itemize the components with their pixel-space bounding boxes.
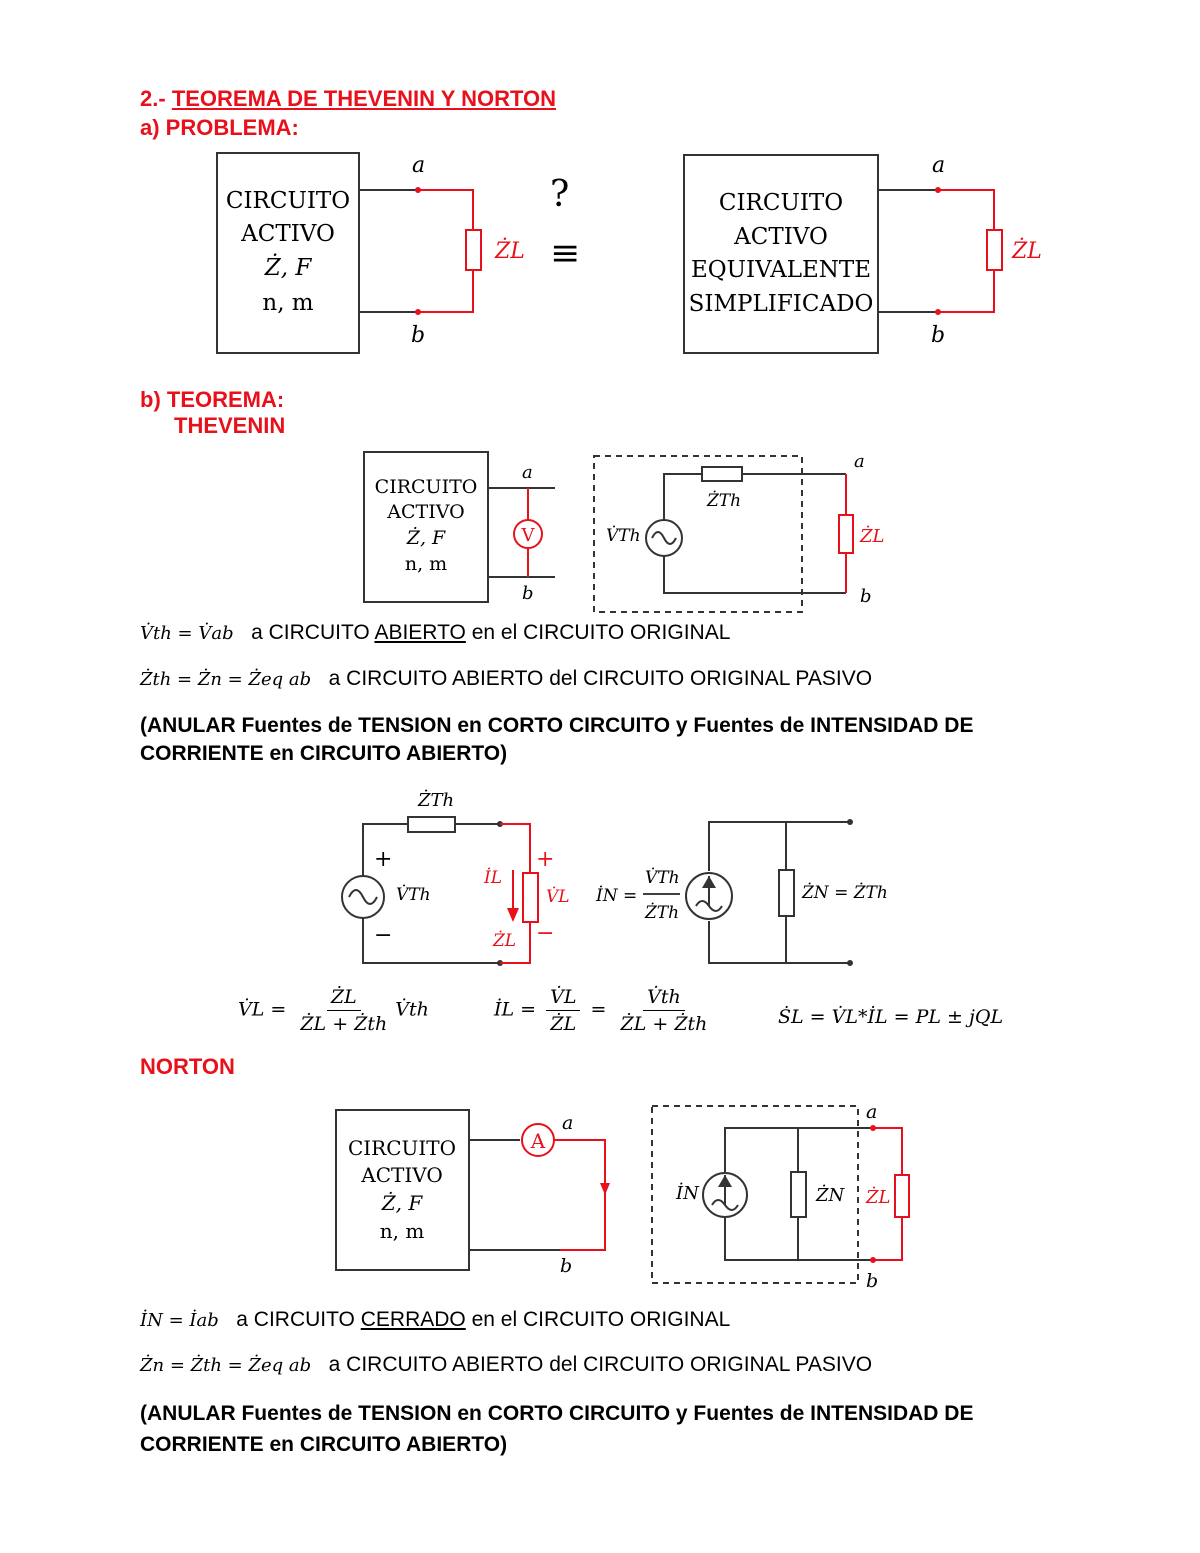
ammeter-label: A <box>530 1129 546 1153</box>
il-numerator-1: V̇L <box>546 986 580 1011</box>
norton-box-line-1: CIRCUITO <box>347 1136 457 1160</box>
thevenin-heading: THEVENIN <box>174 413 286 438</box>
problem-diagram <box>200 140 1080 370</box>
norton-load-resistor <box>895 1175 909 1217</box>
norton-eq2-formula: Żn = Żth = Żeq ab <box>140 1355 312 1376</box>
norton-box-line-2: ACTIVO <box>361 1163 443 1187</box>
eq-current-arrow <box>507 908 519 922</box>
il-denominator-2: ŻL + Żth <box>620 1013 708 1035</box>
active-circuit-box <box>217 153 359 353</box>
equivalents-diagram <box>330 780 900 975</box>
sl-formula: ṠL = V̇L*İL = PL ± jQL <box>778 1006 1004 1028</box>
note-2: (ANULAR Fuentes de TENSION en CORTO CIRCUITO y Fuentes de INTENSIDAD DE CORRIENTE en CIRCUITO ABIERTO) <box>140 1402 974 1456</box>
eq-source-minus: − <box>374 923 393 948</box>
thevenin-diagram <box>350 445 910 620</box>
norton-in-label: İN <box>676 1183 699 1204</box>
terminal-b-label: b <box>411 323 426 348</box>
norton-active-box <box>336 1110 469 1270</box>
norton-eq2 <box>140 1353 872 1377</box>
box-right-line-4: SIMPLIFICADO <box>688 291 874 317</box>
thevenin-eq2 <box>140 667 872 691</box>
theorem-heading: b) TEOREMA: <box>140 387 285 412</box>
eq-load-plus: + <box>536 847 555 872</box>
thevenin-eq1-text-before: a CIRCUITO <box>251 621 375 644</box>
il-denominator-1: ŻL <box>550 1013 577 1035</box>
box-right-line-2: ACTIVO <box>734 224 828 250</box>
eq-zn-label: ŻN = ŻTh <box>802 883 888 903</box>
thevenin-eq1-formula: V̇th = V̇ab <box>140 623 234 644</box>
vth-label: V̇Th <box>606 526 641 546</box>
norton-box-line-4: n, m <box>379 1219 425 1243</box>
vl-tail: V̇th <box>395 998 429 1021</box>
vl-denominator: ŻL + Żth <box>300 1013 388 1035</box>
thevenin-load-resistor <box>839 515 853 553</box>
eq-vl-label: V̇L <box>546 887 570 907</box>
in-numerator: V̇Th <box>645 868 680 888</box>
norton-load-label: ŻL <box>866 1187 891 1208</box>
vl-lhs: V̇L = <box>238 998 287 1021</box>
thevenin-terminal-a: a <box>522 462 533 483</box>
norton-eq1-formula: İN = İab <box>140 1310 219 1331</box>
box-left-line-2: ACTIVO <box>241 221 335 247</box>
thevenin-eq-terminal-a: a <box>854 451 865 472</box>
thevenin-load-label: ŻL <box>860 526 885 547</box>
eq-load-minus: − <box>536 921 555 946</box>
norton-eq1 <box>140 1308 730 1332</box>
box-left-line-4: n, m <box>262 290 314 316</box>
note-1: (ANULAR Fuentes de TENSION en CORTO CIRCUITO y Fuentes de INTENSIDAD DE CORRIENTE en CIRCUITO ABIERTO) <box>140 714 974 765</box>
norton-heading: NORTON <box>140 1054 235 1079</box>
norton-diagram <box>320 1095 920 1295</box>
thevenin-box-line-1: CIRCUITO <box>374 476 478 498</box>
il-eq: = <box>590 998 607 1021</box>
eq-zl-label: ŻL <box>493 931 517 951</box>
equivalent-circuit-box <box>684 155 878 353</box>
load-resistor-right <box>987 230 1002 270</box>
section-title <box>140 86 556 112</box>
eq-zth-label: ŻTh <box>418 790 455 811</box>
norton-terminal-a: a <box>562 1112 574 1134</box>
load-resistor <box>466 230 481 270</box>
vl-fraction <box>296 986 391 1035</box>
il-fraction-1 <box>546 986 580 1035</box>
norton-terminal-b: b <box>560 1255 573 1277</box>
eq-il-label: İL <box>484 868 503 888</box>
in-lhs: İN = <box>596 886 638 906</box>
eq-zn-resistor <box>779 870 794 916</box>
thevenin-eq-terminal-b: b <box>860 586 872 607</box>
il-formula <box>494 986 715 1035</box>
vl-numerator: ŻL <box>327 986 361 1011</box>
thevenin-eq2-text: a CIRCUITO ABIERTO del CIRCUITO ORIGINAL PASIVO <box>328 667 873 690</box>
norton-zn-resistor <box>791 1172 806 1217</box>
thevenin-eq1-underlined: ABIERTO <box>374 621 466 644</box>
box-right-line-1: CIRCUITO <box>718 190 844 216</box>
il-fraction-2 <box>617 986 712 1035</box>
voltmeter-label: V <box>521 525 535 546</box>
section-number: 2.- <box>140 86 166 111</box>
equivalent-sign: ≡ <box>550 233 581 274</box>
in-denominator: ŻTh <box>645 903 680 923</box>
load-label: ŻL <box>495 239 525 264</box>
eq-source-plus: + <box>374 847 393 872</box>
eq-load-resistor <box>523 873 538 922</box>
question-mark: ? <box>550 174 570 215</box>
norton-box-line-3: Ż, F <box>381 1191 423 1215</box>
norton-eq-terminal-a: a <box>866 1101 878 1123</box>
terminal-b-label-right: b <box>931 323 946 348</box>
terminal-a-label: a <box>412 153 426 178</box>
thevenin-eq2-formula: Żth = Żn = Żeq ab <box>140 669 312 690</box>
box-left-line-3: Ż, F <box>264 255 312 281</box>
thevenin-terminal-b: b <box>522 583 534 604</box>
thevenin-box-line-2: ACTIVO <box>387 501 465 523</box>
vl-formula <box>238 986 429 1035</box>
norton-eq1-text-after: en el CIRCUITO ORIGINAL <box>465 1308 731 1331</box>
box-left-line-1: CIRCUITO <box>225 188 351 214</box>
thevenin-box-line-3: Ż, F <box>406 527 446 549</box>
zth-label: ŻTh <box>707 491 742 511</box>
norton-eq1-text-before: a CIRCUITO <box>236 1308 361 1331</box>
thevenin-eq1 <box>140 621 730 645</box>
section-title-text: TEOREMA DE THEVENIN Y NORTON <box>171 86 557 111</box>
eq-vth-label: V̇Th <box>396 885 431 905</box>
il-lhs: İL = <box>494 998 537 1021</box>
zth-resistor <box>702 467 742 481</box>
problem-heading: a) PROBLEMA: <box>140 115 299 140</box>
load-label-right: ŻL <box>1012 239 1042 264</box>
terminal-a-label-right: a <box>932 153 946 178</box>
box-right-line-3: EQUIVALENTE <box>690 257 872 283</box>
eq-zth-resistor <box>408 817 455 832</box>
norton-eq1-underlined: CERRADO <box>360 1308 466 1331</box>
thevenin-eq1-text-after: en el CIRCUITO ORIGINAL <box>465 621 731 644</box>
il-numerator-2: V̇th <box>643 986 685 1011</box>
norton-eq-terminal-b: b <box>866 1270 879 1292</box>
thevenin-box-line-4: n, m <box>404 553 448 575</box>
norton-zn-label: ŻN <box>816 1185 845 1206</box>
norton-eq2-text: a CIRCUITO ABIERTO del CIRCUITO ORIGINAL PASIVO <box>328 1353 873 1376</box>
norton-current-arrow <box>600 1183 610 1195</box>
